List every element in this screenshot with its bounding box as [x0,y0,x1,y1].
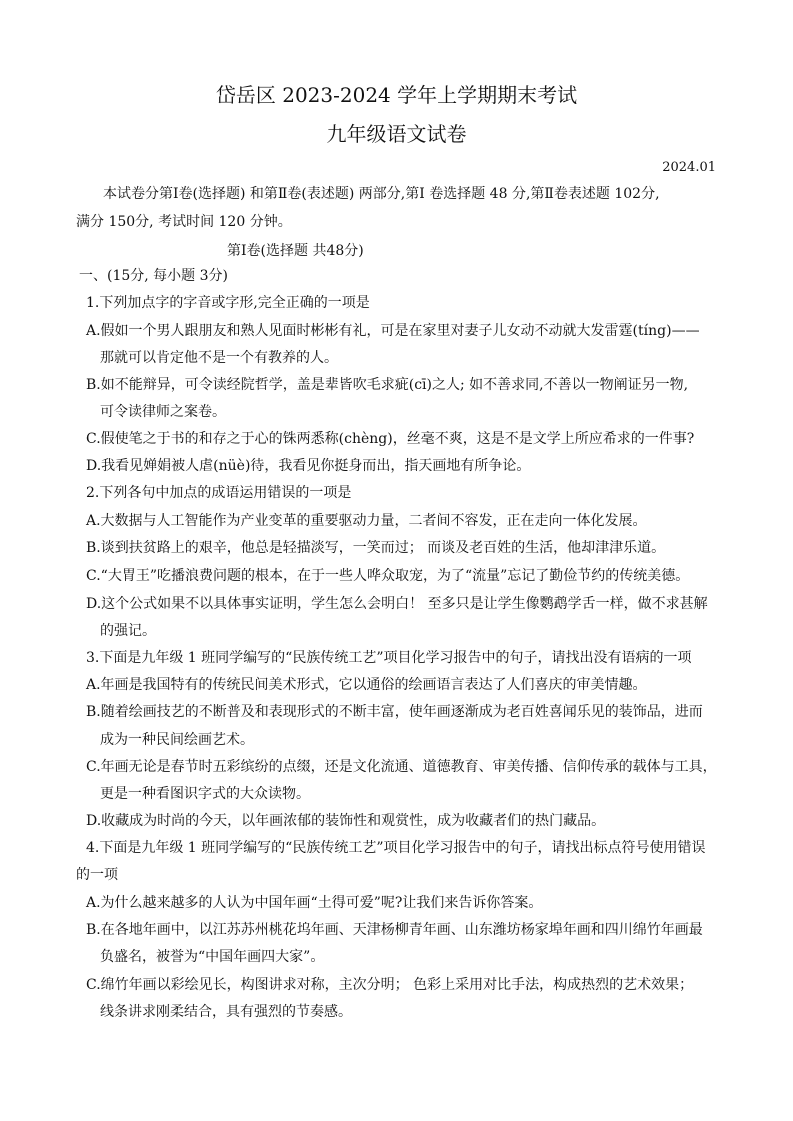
option-line: B.谈到扶贫路上的艰辛，他总是轻描淡写，一笑而过； 而谈及老百姓的生活，他却津津乐道。 [86,540,666,556]
exam-date: 2024.01 [662,160,716,175]
section-heading: 第Ⅰ卷(选择题 共48分) [227,243,364,259]
option-line: A.年画是我国特有的传统民间美术形式，它以通俗的绘画语言表达了人们喜庆的审美情趣。 [86,677,647,693]
option-line: 可令读律师之案卷。 [100,404,226,420]
option-line: A.假如一个男人跟朋友和熟人见面时彬彬有礼，可是在家里对妻子儿女动不动就大发雷霆(tíng)—— [86,323,700,339]
option-line: C.年画无论是春节时五彩缤纷的点缀，还是文化流通、道德教育、审美传播、信仰传承的载体与工具， [86,759,717,775]
option-line: C.假使笔之于书的和存之于心的铢两悉称(chèng)，丝毫不爽，这是不是文学上所应希求的一件事? [86,431,695,447]
option-line: D.这个公式如果不以具体事实证明，学生怎么会明白！ 至多只是让学生像鹦鹉学舌一样，做不求甚解 [86,596,708,612]
part-heading: 一、(15分, 每小题 3分) [79,268,228,284]
option-line: B.在各地年画中，以江苏苏州桃花坞年画、天津杨柳青年画、山东潍坊杨家埠年画和四川绵竹年画最 [86,922,703,938]
option-line: 更是一种看图识字式的大众读物。 [100,786,310,802]
option-line: B.随着绘画技艺的不断普及和表现形式的不断丰富，使年画逐渐成为老百姓喜闻乐见的装饰品，进而 [86,704,703,720]
question-stem: 3.下面是九年级 1 班同学编写的“民族传统工艺”项目化学习报告中的句子，请找出没有语病的一项 [86,650,692,666]
option-line: 成为一种民间绘画艺术。 [100,732,254,748]
exam-title: 岱岳区 2023-2024 学年上学期期末考试 [215,83,578,107]
intro-line: 满分 150分, 考试时间 120 分钟。 [76,214,292,230]
option-line: B.如不能辩异，可令读经院哲学，盖是辈皆吹毛求疵(cī)之人; 如不善求同,不善以一物阐证另一物, [86,377,689,393]
question-stem: 1.下列加点字的字音或字形,完全正确的一项是 [86,295,370,311]
option-line: A.大数据与人工智能作为产业变革的重要驱动力量，二者间不容发，正在走向一体化发展。 [86,513,647,529]
option-line: D.收藏成为时尚的今天，以年画浓郁的装饰性和观赏性，成为收藏者们的热门藏品。 [86,813,606,829]
option-line: 线条讲求刚柔结合，具有强烈的节奏感。 [100,1004,352,1020]
option-line: A.为什么越来越多的人认为中国年画“土得可爱”呢?让我们来告诉你答案。 [86,895,543,911]
question-stem: 2.下列各句中加点的成语运用错误的一项是 [86,485,352,501]
option-line: C.绵竹年画以彩绘见长，构图讲求对称，主次分明； 色彩上采用对比手法，构成热烈的艺术效果； [86,977,694,993]
option-line: C.“大胃王”吃播浪费问题的根本，在于一些人哗众取宠，为了“流量”忘记了勤俭节约的传统美德。 [86,568,690,584]
option-line: D.我看见婵娟被人虐(nüè)待，我看见你挺身而出，指天画地有所争论。 [86,458,531,474]
exam-subtitle: 九年级语文试卷 [326,122,467,146]
question-stem: 4.下面是九年级 1 班同学编写的“民族传统工艺”项目化学习报告中的句子，请找出标点符号使用错误 [86,840,706,856]
option-line: 那就可以肯定他不是一个有教养的人。 [100,350,338,366]
option-line: 负盛名，被誉为“中国年画四大家”。 [100,949,325,965]
question-stem: 的一项 [76,867,118,883]
option-line: 的强记。 [100,623,156,639]
intro-line: 本试卷分第Ⅰ卷(选择题) 和第Ⅱ卷(表述题) 两部分,第Ⅰ 卷选择题 48 分,第Ⅱ卷表述题 102分, [103,186,660,202]
